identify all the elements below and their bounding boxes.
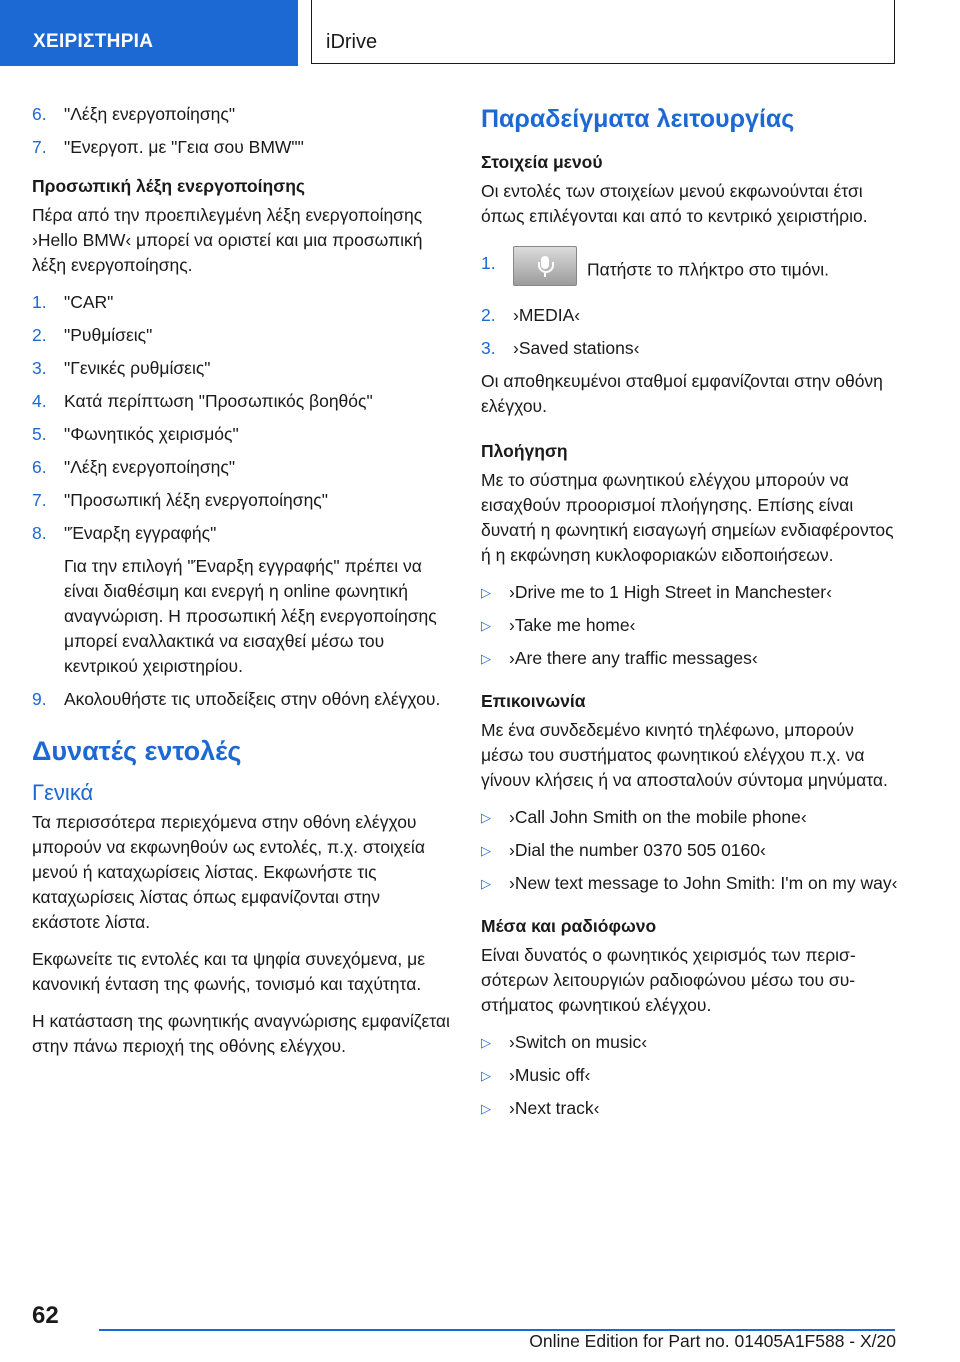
list-item (32, 422, 450, 447)
list-item (481, 805, 901, 830)
list-item (481, 1063, 901, 1088)
nav-heading: Πλοήγηση (481, 441, 568, 461)
item-text: "CAR" (64, 292, 114, 312)
right-column (481, 102, 901, 1129)
list-item (481, 580, 901, 605)
general-paragraph: Εκφωνείτε τις εντολές και τα ψηφία συνεχόμενα, με κανονική ένταση της φωνής, τονισμό και ταχύτητα. (32, 949, 425, 994)
item-text: ›MEDIA‹ (513, 305, 581, 325)
list-item (481, 838, 901, 863)
footer-edition: Online Edition for Part no. 01405A1F588 - X/20 (529, 1331, 896, 1351)
item-text: Πατήστε το πλήκτρο στο τιμόνι. (587, 259, 829, 280)
item-text: "Προσωπική λέξη ενεργοποίησης" (64, 490, 328, 510)
triangle-bullet-icon: ▷ (481, 1068, 491, 1083)
triangle-bullet-icon: ▷ (481, 876, 491, 891)
list-item (481, 1030, 901, 1055)
microphone-icon (513, 246, 577, 286)
item-number: 2. (32, 325, 47, 345)
media-paragraph: Είναι δυνατός ο φωνητικός χειρισμός των περισσότερων λειτουργιών ραδιοφώνου μέσω του συστήματος φωνητικού ελέγχου. (481, 945, 856, 1015)
list-item (481, 646, 901, 671)
menu-result: Οι αποθηκευμένοι σταθμοί εμφανίζονται στην οθόνη ελέγχου. (481, 371, 883, 416)
item-number: 4. (32, 391, 47, 411)
list-item (481, 251, 901, 291)
section-title: ΧΕΙΡΙΣΤΗΡΙΑ (33, 31, 154, 52)
nav-paragraph: Με το σύστημα φωνητικού ελέγχου μπορούν να εισαχθούν προορισμοί πλοήγησης. Επίσης είναι δυνατή η φωνητική εισαγωγή σημείων ενδιαφέροντος ή η εκφώνηση κυκλοφοριακών ειδοποιήσεων. (481, 470, 894, 565)
item-text: Κατά περίπτωση "Προσωπικός βοηθός" (64, 391, 373, 411)
section-tab (0, 0, 298, 66)
item-text: ›Are there any traffic messages‹ (509, 648, 758, 668)
list-item (32, 521, 450, 546)
list-item (481, 336, 901, 361)
personal-paragraph: Πέρα από την προεπιλεγμένη λέξη ενεργοποίησης ›Hello BMW‹ μπορεί να οριστεί και μια προσωπική λέξη ενεργοποίησης. (32, 205, 423, 275)
menu-heading: Στοιχεία μενού (481, 152, 603, 172)
triangle-bullet-icon: ▷ (481, 810, 491, 825)
examples-title: Παραδείγματα λειτουργίας (481, 105, 795, 133)
item-text: ›Switch on music‹ (509, 1032, 648, 1052)
item-text: "Έναρξη εγγραφής" (64, 523, 217, 543)
commands-title: Δυνατές εντολές (32, 736, 242, 766)
item-text: ›Take me home‹ (509, 615, 636, 635)
list-item (481, 303, 901, 328)
item-text: "Φωνητικός χειρισμός" (64, 424, 239, 444)
item-text: ›Next track‹ (509, 1098, 600, 1118)
triangle-bullet-icon: ▷ (481, 618, 491, 633)
step-note: Για την επιλογή "Έναρξη εγγραφής" πρέπει να είναι διαθέσιμη και ενεργή η online φωνητική αναγνώριση. Η προσωπική λέξη ενεργοποίησης μπορεί εναλλακτικά να εισαχθεί μέσω του κεντρικού χειριστηρίου. (64, 556, 437, 676)
item-text: ›New text message to John Smith: I'm on my way‹ (509, 873, 898, 893)
general-title: Γενικά (32, 780, 94, 805)
item-text: "Ρυθμίσεις" (64, 325, 153, 345)
item-number: 2. (481, 305, 496, 325)
general-paragraph: Τα περισσότερα περιεχόμενα στην οθόνη ελέγχου μπορούν να εκφωνηθούν ως εντολές, π.χ. στοιχεία μενού ή καταχωρίσεις λίστας. Εκφωνήστε τις καταχωρίσεις λίστας όπως εμφανίζονται στην εκάστοτε λίστα. (32, 812, 425, 932)
item-text: ›Music off‹ (509, 1065, 591, 1085)
comm-paragraph: Με ένα συνδεδεμένο κινητό τηλέφωνο, μπορούν μέσω του συστήματος φωνητικού ελέγχου π.χ. να γίνουν κλήσεις ή να αποσταλούν σύντομα μηνύματα. (481, 720, 888, 790)
triangle-bullet-icon: ▷ (481, 843, 491, 858)
item-number: 3. (481, 338, 496, 358)
item-number: 9. (32, 689, 47, 709)
item-text: ›Saved stations‹ (513, 338, 640, 358)
chapter-tab (311, 0, 895, 64)
comm-heading: Επικοινωνία (481, 691, 586, 711)
list-item (32, 356, 450, 381)
personal-heading: Προσωπική λέξη ενεργοποίησης (32, 176, 305, 196)
item-text: "Γενικές ρυθμίσεις" (64, 358, 211, 378)
item-number: 6. (32, 104, 47, 124)
list-item (32, 455, 450, 480)
triangle-bullet-icon: ▷ (481, 651, 491, 666)
triangle-bullet-icon: ▷ (481, 1101, 491, 1116)
item-number: 8. (32, 523, 47, 543)
list-item (32, 389, 450, 414)
chapter-title: iDrive (326, 31, 378, 53)
page-number: 62 (32, 1302, 59, 1329)
list-item (32, 135, 450, 160)
item-text: "Λέξη ενεργοποίησης" (64, 104, 236, 124)
media-heading: Μέσα και ραδιόφωνο (481, 916, 657, 936)
item-number: 1. (32, 292, 47, 312)
item-number: 7. (32, 137, 47, 157)
item-text: ›Call John Smith on the mobile phone‹ (509, 807, 807, 827)
list-item (32, 102, 450, 127)
list-item (32, 488, 450, 513)
list-item (481, 613, 901, 638)
item-text: "Λέξη ενεργοποίησης" (64, 457, 236, 477)
general-paragraph: Η κατάσταση της φωνητικής αναγνώρισης εμφανίζεται στην πάνω περιοχή της οθόνης ελέγχου. (32, 1011, 450, 1056)
item-number: 7. (32, 490, 47, 510)
item-text: "Ενεργοπ. με "Γεια σου BMW"" (64, 137, 304, 157)
item-text: Ακολουθήστε τις υποδείξεις στην οθόνη ελέγχου. (64, 689, 441, 709)
left-column (32, 102, 450, 1071)
triangle-bullet-icon: ▷ (481, 1035, 491, 1050)
list-item (32, 687, 450, 712)
menu-paragraph: Οι εντολές των στοιχείων μενού εκφωνούνται έτσι όπως επιλέγονται και από το κεντρικό χειριστήριο. (481, 181, 868, 226)
triangle-bullet-icon: ▷ (481, 585, 491, 600)
list-item (32, 290, 450, 315)
item-text: ›Drive me to 1 High Street in Manchester‹ (509, 582, 832, 602)
list-item (481, 871, 901, 896)
item-text: ›Dial the number 0370 505 0160‹ (509, 840, 766, 860)
item-number: 1. (481, 253, 496, 273)
list-item (32, 323, 450, 348)
item-number: 6. (32, 457, 47, 477)
list-item (481, 1096, 901, 1121)
item-number: 3. (32, 358, 47, 378)
item-number: 5. (32, 424, 47, 444)
